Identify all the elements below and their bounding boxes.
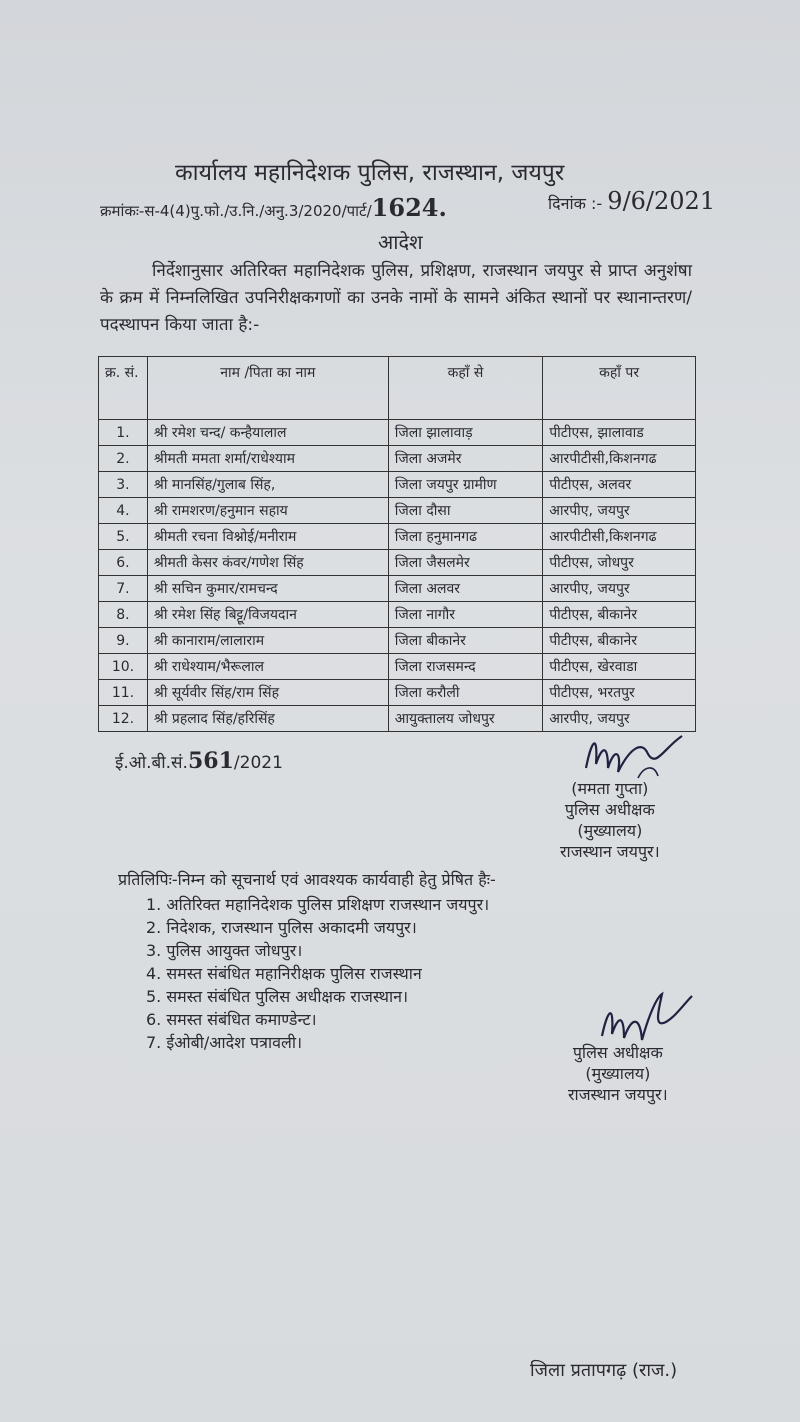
eob-number-line <box>115 748 283 774</box>
header-name: नाम /पिता का नाम <box>147 357 388 420</box>
cell-name: श्रीमती केसर कंवर/गणेश सिंह <box>147 550 388 576</box>
cell-from: जिला नागौर <box>388 602 542 628</box>
cell-name: श्री मानसिंह/गुलाब सिंह, <box>147 472 388 498</box>
cell-name: श्री रमेश चन्द/ कन्हैयालाल <box>147 420 388 446</box>
reference-prefix: क्रमांकः-स-4(4)पु.फो./उ.नि./अनु.3/2020/पार्ट/ <box>100 202 372 220</box>
list-item: 3. पुलिस आयुक्त जोधपुर। <box>146 941 303 960</box>
cell-name: श्री सूर्यवीर सिंह/राम सिंह <box>147 680 388 706</box>
order-heading: आदेश <box>378 230 423 254</box>
cell-from: जिला हनुमानगढ <box>388 524 542 550</box>
cell-to: पीटीएस, बीकानेर <box>543 602 696 628</box>
list-item: 7. ईओबी/आदेश पत्रावली। <box>146 1033 303 1052</box>
reference-number: 1624. <box>371 193 447 222</box>
cell-serial: 6. <box>99 550 148 576</box>
header-to: कहाँ पर <box>543 357 696 420</box>
cell-name: श्री रामशरण/हनुमान सहाय <box>147 498 388 524</box>
table-row <box>99 576 696 602</box>
signatory-1-name: (ममता गुप्ता) <box>571 779 649 798</box>
list-item: 2. निदेशक, राजस्थान पुलिस अकादमी जयपुर। <box>146 918 417 937</box>
cell-from: जिला अजमेर <box>388 446 542 472</box>
header-serial: क्र. सं. <box>99 357 148 420</box>
cell-from: जिला अलवर <box>388 576 542 602</box>
cell-serial: 12. <box>99 706 148 732</box>
intro-text: निर्देशानुसार अतिरिक्त महानिदेशक पुलिस, प्रशिक्षण, राजस्थान जयपुर से प्राप्त अनुशंषा के क्रम में निम्नलिखित उपनिरीक्षकगणों का उनके नामों के सामने अंकित स्थानों पर स्थानान्तरण/पदस्थापन किया जाता है:- <box>100 261 692 335</box>
table-row <box>99 628 696 654</box>
table-row <box>99 524 696 550</box>
signatory-1-place: राजस्थान जयपुर। <box>560 842 660 861</box>
table-row <box>99 602 696 628</box>
cell-to: पीटीएस, झालावाड <box>543 420 696 446</box>
cell-name: श्री राधेश्याम/भैरूलाल <box>147 654 388 680</box>
cell-serial: 1. <box>99 420 148 446</box>
copy-to-heading: प्रतिलिपिः-निम्न को सूचनार्थ एवं आवश्यक कार्यवाही हेतु प्रेषित हैः- <box>118 870 496 889</box>
signatory-2-office: (मुख्यालय) <box>585 1064 651 1083</box>
cell-to: आरपीए, जयपुर <box>543 576 696 602</box>
signatory-1-designation: पुलिस अधीक्षक <box>564 800 655 819</box>
list-item: 4. समस्त संबंधित महानिरीक्षक पुलिस राजस्थान <box>146 964 422 983</box>
cell-from: जिला जैसलमेर <box>388 550 542 576</box>
header-from: कहाँ से <box>388 357 542 420</box>
cell-serial: 3. <box>99 472 148 498</box>
date-label: दिनांक :- <box>548 194 603 213</box>
signatory-2-designation: पुलिस अधीक्षक <box>572 1043 663 1062</box>
cell-from: आयुक्तालय जोधपुर <box>388 706 542 732</box>
cell-to: पीटीएस, भरतपुर <box>543 680 696 706</box>
cell-name: श्री सचिन कुमार/रामचन्द <box>147 576 388 602</box>
signatory-2-block <box>568 1042 668 1105</box>
cell-from: जिला बीकानेर <box>388 628 542 654</box>
table-row <box>99 498 696 524</box>
table-row <box>99 550 696 576</box>
copy-to-list <box>146 893 489 1054</box>
eob-number: 561 <box>187 748 234 774</box>
list-item: 5. समस्त संबंधित पुलिस अधीक्षक राजस्थान। <box>146 987 409 1006</box>
received-stamp: जिला प्रतापगढ़ (राज.) <box>530 1360 678 1381</box>
cell-serial: 10. <box>99 654 148 680</box>
intro-paragraph <box>100 258 692 339</box>
eob-prefix: ई.ओ.बी.सं. <box>115 753 188 773</box>
table-row <box>99 472 696 498</box>
cell-to: आरपीटीसी,किशनगढ <box>543 446 696 472</box>
list-item: 6. समस्त संबंधित कमाण्डेन्ट। <box>146 1010 317 1029</box>
date-value: 9/6/2021 <box>607 187 716 215</box>
cell-to: पीटीएस, बीकानेर <box>543 628 696 654</box>
table-row <box>99 420 696 446</box>
cell-serial: 7. <box>99 576 148 602</box>
cell-to: पीटीएस, जोधपुर <box>543 550 696 576</box>
cell-serial: 9. <box>99 628 148 654</box>
cell-serial: 2. <box>99 446 148 472</box>
cell-to: पीटीएस, खेरवाडा <box>543 654 696 680</box>
list-item: 1. अतिरिक्त महानिदेशक पुलिस प्रशिक्षण राजस्थान जयपुर। <box>146 895 490 914</box>
cell-from: जिला झालावाड़ <box>388 420 542 446</box>
table-row <box>99 680 696 706</box>
cell-name: श्री रमेश सिंह बिट्टू/विजयदान <box>147 602 388 628</box>
table-header-row <box>99 357 696 420</box>
signatory-1-office: (मुख्यालय) <box>577 821 643 840</box>
cell-name: श्री कानाराम/लालाराम <box>147 628 388 654</box>
cell-to: आरपीए, जयपुर <box>543 498 696 524</box>
office-title: कार्यालय महानिदेशक पुलिस, राजस्थान, जयपुर <box>175 160 565 186</box>
transfer-table <box>98 356 696 732</box>
cell-name: श्रीमती ममता शर्मा/राधेश्याम <box>147 446 388 472</box>
cell-to: आरपीए, जयपुर <box>543 706 696 732</box>
table-row <box>99 446 696 472</box>
signatory-2-place: राजस्थान जयपुर। <box>568 1085 668 1104</box>
table-row <box>99 654 696 680</box>
reference-line <box>100 193 447 222</box>
cell-name: श्री प्रहलाद सिंह/हरिसिंह <box>147 706 388 732</box>
cell-serial: 11. <box>99 680 148 706</box>
cell-serial: 8. <box>99 602 148 628</box>
cell-from: जिला जयपुर ग्रामीण <box>388 472 542 498</box>
signatory-1-block <box>560 778 660 862</box>
cell-from: जिला दौसा <box>388 498 542 524</box>
date-line <box>548 187 715 215</box>
cell-to: पीटीएस, अलवर <box>543 472 696 498</box>
cell-serial: 4. <box>99 498 148 524</box>
cell-serial: 5. <box>99 524 148 550</box>
cell-to: आरपीटीसी,किशनगढ <box>543 524 696 550</box>
cell-from: जिला राजसमन्द <box>388 654 542 680</box>
cell-from: जिला करौली <box>388 680 542 706</box>
cell-name: श्रीमती रचना विश्नोई/मनीराम <box>147 524 388 550</box>
eob-year: /2021 <box>233 753 283 773</box>
